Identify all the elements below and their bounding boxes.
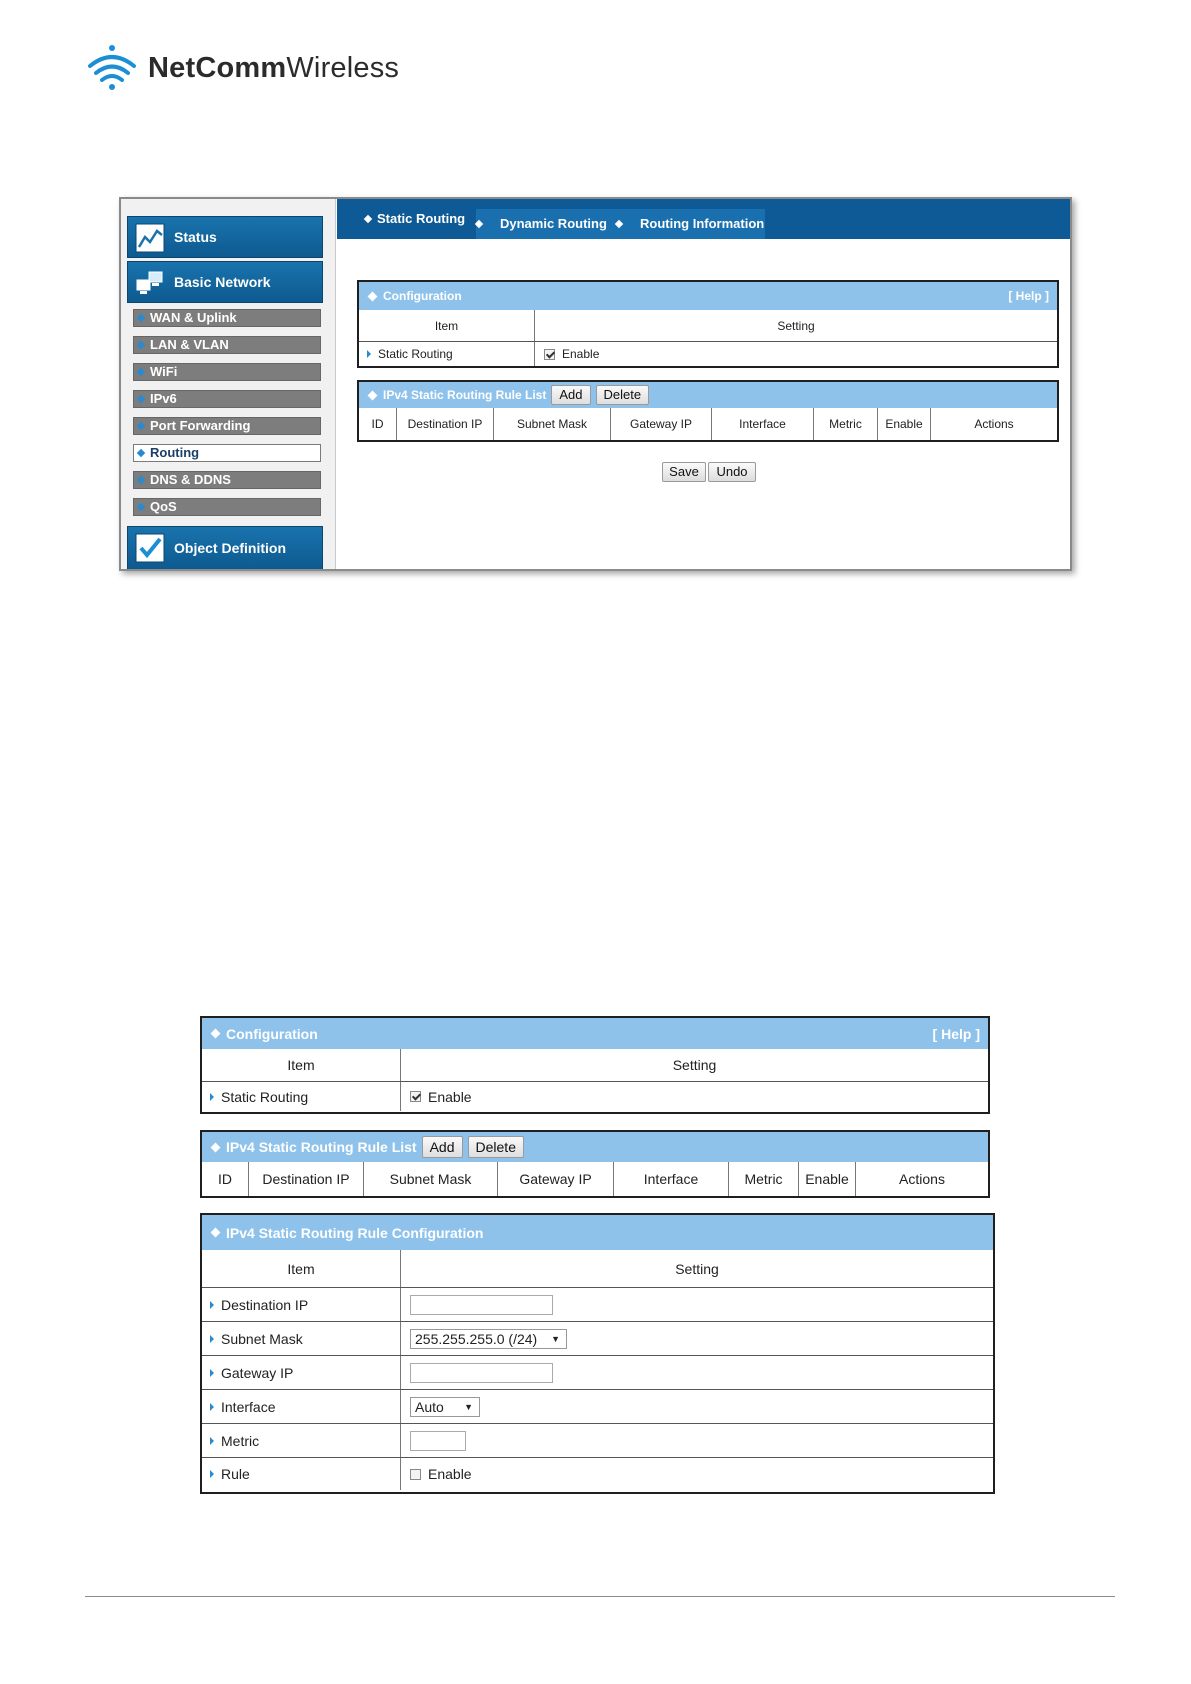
help-link[interactable]: [ Help ] [932,1025,980,1042]
table-header-row [359,408,1057,440]
delete-button[interactable]: Delete [468,1136,524,1158]
column-header-metric: Metric [813,408,877,440]
column-header-destination-ip: Destination IP [248,1162,363,1196]
row-setting [400,1424,993,1457]
column-header-subnet-mask: Subnet Mask [493,408,610,440]
gateway-ip-input[interactable] [410,1363,553,1383]
add-button[interactable]: Add [551,385,590,405]
configuration-panel-large [200,1016,990,1114]
row-arrow-icon [210,1403,214,1411]
column-header-gateway-ip: Gateway IP [610,408,711,440]
row-arrow-icon [210,1437,214,1445]
rule-list-header: IPv4 Static Routing Rule List Add Delete [202,1132,988,1162]
column-header-interface: Interface [613,1162,728,1196]
column-header-metric: Metric [728,1162,798,1196]
row-label: Metric [202,1424,400,1457]
interface-select[interactable]: Auto ▼ [410,1397,480,1417]
diamond-bullet-icon [368,291,378,301]
column-header-actions: Actions [930,408,1057,440]
row-arrow-icon [210,1301,214,1309]
column-header-destination-ip: Destination IP [396,408,493,440]
rule-enable-checkbox[interactable] [410,1469,421,1480]
static-routing-enable-checkbox[interactable] [410,1091,421,1102]
sidebar-status[interactable]: Status [127,216,323,258]
rule-list-panel-large [200,1130,990,1198]
rule-configuration-panel [200,1213,995,1494]
configuration-header: Configuration [ Help ] [359,282,1057,310]
main-content [337,199,1070,569]
subnet-mask-select[interactable]: 255.255.255.0 (/24) ▼ [410,1329,567,1349]
tab-routing-information[interactable]: Routing Information [616,209,765,239]
table-header-row [359,310,1057,341]
sidebar-item-ipv6[interactable]: IPv6 [133,390,321,408]
undo-button[interactable]: Undo [708,462,756,482]
diamond-bullet-icon [368,390,378,400]
sidebar-item-routing[interactable]: Routing [133,444,321,462]
row-label: Destination IP [202,1288,400,1321]
row-setting [400,1322,993,1355]
dropdown-arrow-icon: ▼ [551,1333,560,1344]
row-setting: Enable [534,342,1057,366]
save-button[interactable]: Save [662,462,706,482]
tab-bar [337,199,1070,239]
row-setting [400,1356,993,1389]
column-header-item: Item [287,1260,315,1277]
rule-list-panel [357,380,1059,442]
column-header-gateway-ip: Gateway IP [497,1162,613,1196]
column-header-item: Item [434,318,459,333]
row-arrow-icon [367,350,371,358]
delete-button[interactable]: Delete [596,385,650,405]
column-header-setting: Setting [400,1250,993,1287]
static-routing-enable-checkbox[interactable] [544,349,555,360]
row-label: Static Routing [359,342,534,366]
table-header-row [202,1250,993,1287]
table-row [202,1355,993,1389]
row-label: Static Routing [202,1082,400,1111]
row-setting [400,1390,993,1423]
tab-dynamic-routing[interactable]: Dynamic Routing [476,209,616,239]
row-setting: Enable [400,1082,988,1111]
footer-divider [85,1596,1115,1597]
sidebar-item-wifi[interactable]: WiFi [133,363,321,381]
row-setting [400,1288,993,1321]
network-computers-icon [135,268,165,298]
sidebar-item-port-forwarding[interactable]: Port Forwarding [133,417,321,435]
rule-configuration-header: IPv4 Static Routing Rule Configuration [202,1215,993,1250]
sidebar-basic-network[interactable]: Basic Network [127,261,323,303]
sidebar-item-dns-ddns[interactable]: DNS & DDNS [133,471,321,489]
configuration-panel [357,280,1059,368]
column-header-id: ID [371,417,384,431]
checkmark-icon [135,533,165,563]
sidebar-object-definition[interactable]: Object Definition [127,526,323,570]
wifi-logo-icon [86,44,138,92]
add-button[interactable]: Add [422,1136,463,1158]
table-row [202,1389,993,1423]
row-label: Subnet Mask [202,1322,400,1355]
table-row [202,1457,993,1490]
diamond-bullet-icon [211,1142,221,1152]
column-header-enable: Enable [798,1162,855,1196]
sidebar-item-wan-uplink[interactable]: WAN & Uplink [133,309,321,327]
row-label: Rule [202,1458,400,1490]
tab-static-routing[interactable]: Static Routing [365,199,465,239]
sidebar-item-lan-vlan[interactable]: LAN & VLAN [133,336,321,354]
rule-list-header: IPv4 Static Routing Rule List Add Delete [359,382,1057,408]
row-arrow-icon [210,1093,214,1101]
table-header-row [202,1162,988,1196]
netcomm-logo [86,44,426,94]
table-header-row [202,1049,988,1081]
sidebar-item-qos[interactable]: QoS [133,498,321,516]
column-header-setting: Setting [534,310,1057,341]
table-row [202,1287,993,1321]
column-header-enable: Enable [877,408,930,440]
row-setting: Enable [400,1458,993,1490]
column-header-item: Item [287,1057,315,1073]
column-header-subnet-mask: Subnet Mask [363,1162,497,1196]
row-label: Interface [202,1390,400,1423]
row-arrow-icon [210,1470,214,1478]
table-row [202,1081,988,1111]
row-arrow-icon [210,1335,214,1343]
diamond-bullet-icon [211,1029,221,1039]
destination-ip-input[interactable] [410,1295,553,1315]
diamond-bullet-icon [211,1228,221,1238]
logo-wordmark: NetCommWireless [148,52,400,84]
table-row [202,1423,993,1457]
column-header-setting: Setting [400,1049,988,1081]
help-link[interactable]: [ Help ] [1008,289,1049,303]
table-row [202,1321,993,1355]
metric-input[interactable] [410,1431,466,1451]
sidebar [121,199,336,569]
column-header-id: ID [218,1171,232,1187]
status-chart-icon [135,223,165,253]
column-header-interface: Interface [711,408,813,440]
row-label: Gateway IP [202,1356,400,1389]
configuration-header: Configuration [ Help ] [202,1018,988,1049]
router-ui-screenshot [119,197,1072,571]
column-header-actions: Actions [855,1162,988,1196]
dropdown-arrow-icon: ▼ [464,1401,473,1412]
table-row [359,341,1057,366]
row-arrow-icon [210,1369,214,1377]
